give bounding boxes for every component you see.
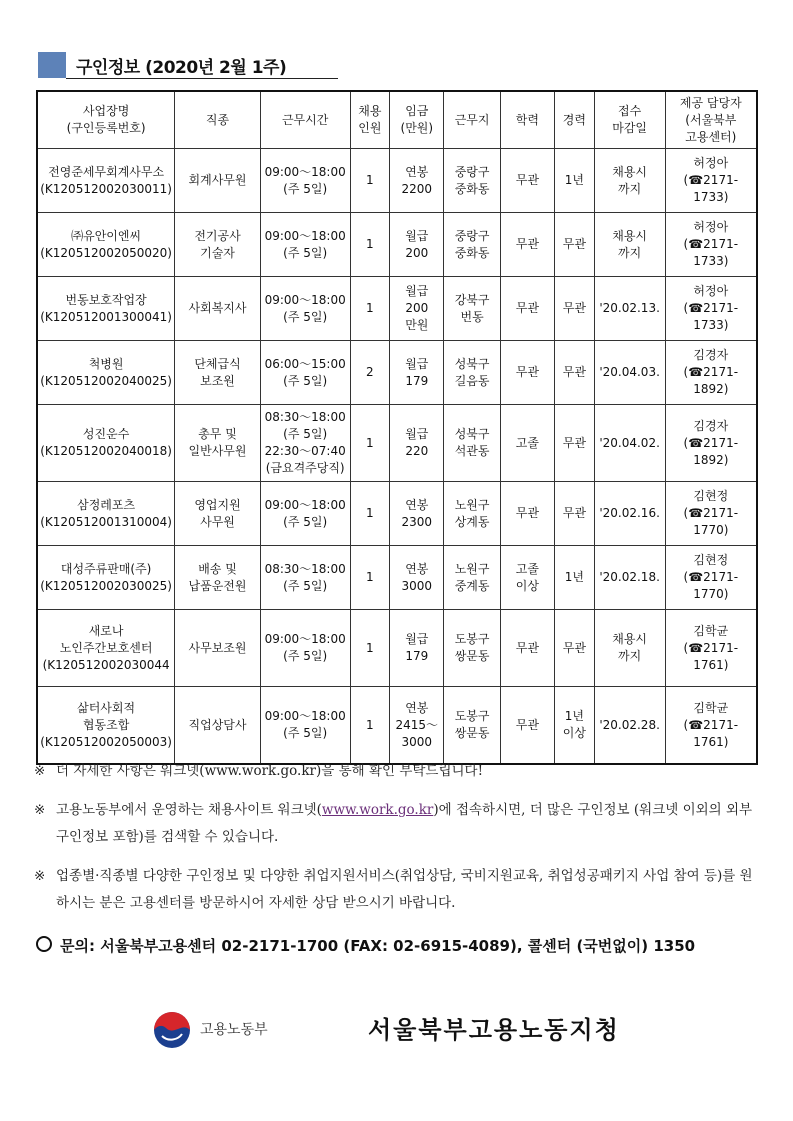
agency-name: 서울북부고용노동지청 — [368, 1016, 620, 1044]
worknet-link[interactable]: www.work.go.kr — [321, 802, 434, 818]
cell-occupation: 전기공사 기술자 — [175, 213, 261, 277]
cell-experience: 1년 — [555, 546, 595, 610]
header-company: 사업장명 (구인등록번호) — [37, 91, 175, 149]
table-row — [37, 149, 757, 213]
cell-openings: 1 — [350, 482, 390, 546]
cell-wage: 월급 200 만원 — [390, 277, 444, 341]
cell-wage: 월급 179 — [390, 341, 444, 405]
title-accent-box — [38, 52, 66, 78]
table-row — [37, 277, 757, 341]
cell-experience: 무관 — [555, 482, 595, 546]
cell-contact: 허정아 (☎2171-1733) — [665, 277, 757, 341]
cell-work-hours: 09:00～18:00 (주 5일) — [260, 149, 350, 213]
header-location: 근무지 — [444, 91, 500, 149]
cell-company: 삶터사회적 협동조합 (K120512002050003) — [37, 687, 175, 765]
title-underline — [66, 78, 338, 79]
cell-location: 성북구 석관동 — [444, 405, 500, 482]
cell-openings: 1 — [350, 405, 390, 482]
header-education: 학력 — [500, 91, 554, 149]
cell-work-hours: 08:30～18:00 (주 5일) — [260, 546, 350, 610]
cell-contact: 김현정 (☎2171-1770) — [665, 482, 757, 546]
cell-work-hours: 09:00～18:00 (주 5일) — [260, 482, 350, 546]
cell-occupation: 배송 및 납품운전원 — [175, 546, 261, 610]
cell-education: 무관 — [500, 610, 554, 687]
cell-work-hours: 09:00～18:00 (주 5일) — [260, 277, 350, 341]
table-row — [37, 546, 757, 610]
cell-occupation: 직업상담사 — [175, 687, 261, 765]
cell-wage: 연봉 2200 — [390, 149, 444, 213]
cell-contact: 김경자 (☎2171-1892) — [665, 405, 757, 482]
cell-occupation: 사회복지사 — [175, 277, 261, 341]
cell-openings: 1 — [350, 546, 390, 610]
cell-occupation: 총무 및 일반사무원 — [175, 405, 261, 482]
cell-deadline: '20.04.03. — [594, 341, 665, 405]
cell-education: 무관 — [500, 687, 554, 765]
ministry-logo-text: 고용노동부 — [200, 1022, 268, 1038]
cell-deadline: '20.04.02. — [594, 405, 665, 482]
note-3-text: 업종별·직종별 다양한 구인정보 및 다양한 취업지원서비스(취업상담, 국비지원교육, 취업성공패키지 사업 참여 등)를 원하시는 분은 고용센터를 방문하시어 자세한 상담 받으시기 바랍니다. — [56, 868, 753, 911]
cell-wage: 월급 220 — [390, 405, 444, 482]
cell-education: 무관 — [500, 341, 554, 405]
cell-company: 척병원 (K120512002040025) — [37, 341, 175, 405]
note-mark: ※ — [34, 763, 46, 779]
cell-location: 성북구 길음동 — [444, 341, 500, 405]
table-row — [37, 341, 757, 405]
cell-company: 삼정레포츠 (K120512001310004) — [37, 482, 175, 546]
note-mark: ※ — [34, 868, 46, 884]
table-row — [37, 405, 757, 482]
cell-openings: 1 — [350, 277, 390, 341]
cell-work-hours: 09:00～18:00 (주 5일) — [260, 213, 350, 277]
cell-openings: 1 — [350, 610, 390, 687]
note-1-text-b: )을 통해 확인 부탁드립니다! — [315, 763, 484, 779]
cell-location: 도봉구 쌍문동 — [444, 610, 500, 687]
contact-text: 문의: 서울북부고용센터 02-2171-1700 (FAX: 02-6915-4089), 콜센터 (국번없이) 1350 — [60, 937, 696, 955]
header-openings: 채용 인원 — [350, 91, 390, 149]
cell-wage: 연봉 2300 — [390, 482, 444, 546]
note-1 — [34, 758, 764, 785]
ministry-logo-icon — [152, 1010, 192, 1050]
cell-company: 대성주류판매(주) (K120512002030025) — [37, 546, 175, 610]
header-work-hours: 근무시간 — [260, 91, 350, 149]
cell-contact: 허정아 (☎2171-1733) — [665, 213, 757, 277]
cell-contact: 허정아 (☎2171-1733) — [665, 149, 757, 213]
cell-deadline: '20.02.28. — [594, 687, 665, 765]
header-contact: 제공 담당자 (서울북부 고용센터) — [665, 91, 757, 149]
table-row — [37, 687, 757, 765]
cell-experience: 1년 이상 — [555, 687, 595, 765]
contact-info — [36, 935, 695, 956]
cell-location: 강북구 번동 — [444, 277, 500, 341]
cell-deadline: 채용시 까지 — [594, 149, 665, 213]
cell-wage: 월급 200 — [390, 213, 444, 277]
cell-education: 무관 — [500, 277, 554, 341]
cell-deadline: 채용시 까지 — [594, 610, 665, 687]
cell-experience: 무관 — [555, 277, 595, 341]
page-title-block — [38, 50, 338, 80]
note-1-text-a: 더 자세한 사항은 워크넷( — [56, 763, 205, 779]
cell-company: 성진운수 (K120512002040018) — [37, 405, 175, 482]
table-row — [37, 213, 757, 277]
cell-experience: 무관 — [555, 341, 595, 405]
cell-location: 도봉구 쌍문동 — [444, 687, 500, 765]
cell-work-hours: 08:30～18:00 (주 5일) 22:30～07:40 (금요격주당직) — [260, 405, 350, 482]
cell-occupation: 회계사무원 — [175, 149, 261, 213]
cell-company: 새로나 노인주간보호센터 (K120512002030044 — [37, 610, 175, 687]
cell-wage: 연봉 3000 — [390, 546, 444, 610]
note-2 — [34, 797, 764, 851]
table-header-row — [37, 91, 757, 149]
cell-location: 노원구 중계동 — [444, 546, 500, 610]
cell-work-hours: 06:00～15:00 (주 5일) — [260, 341, 350, 405]
header-deadline: 접수 마감일 — [594, 91, 665, 149]
cell-company: 전영준세무회계사무소 (K120512002030011) — [37, 149, 175, 213]
cell-experience: 무관 — [555, 610, 595, 687]
cell-occupation: 사무보조원 — [175, 610, 261, 687]
cell-experience: 무관 — [555, 213, 595, 277]
cell-contact: 김경자 (☎2171-1892) — [665, 341, 757, 405]
cell-occupation: 단체급식 보조원 — [175, 341, 261, 405]
note-2-text-b: )에 접속하시면, 더 많은 구인정보 (워크넷 이외의 외부 구인정보 포함)를 검색할 수 있습니다. — [56, 802, 753, 845]
cell-experience: 무관 — [555, 405, 595, 482]
cell-education: 고졸 이상 — [500, 546, 554, 610]
cell-education: 무관 — [500, 213, 554, 277]
note-1-text-link: www.work.go.kr — [204, 763, 316, 779]
cell-openings: 1 — [350, 213, 390, 277]
cell-location: 노원구 상계동 — [444, 482, 500, 546]
notes-section — [34, 758, 764, 917]
cell-education: 고졸 — [500, 405, 554, 482]
note-mark: ※ — [34, 802, 46, 818]
cell-company: 번동보호작업장 (K120512001300041) — [37, 277, 175, 341]
cell-contact: 김현정 (☎2171-1770) — [665, 546, 757, 610]
cell-openings: 2 — [350, 341, 390, 405]
header-wage: 임금 (만원) — [390, 91, 444, 149]
cell-deadline: 채용시 까지 — [594, 213, 665, 277]
cell-openings: 1 — [350, 149, 390, 213]
cell-experience: 1년 — [555, 149, 595, 213]
cell-education: 무관 — [500, 482, 554, 546]
cell-work-hours: 09:00～18:00 (주 5일) — [260, 610, 350, 687]
cell-contact: 김학균 (☎2171-1761) — [665, 687, 757, 765]
cell-deadline: '20.02.13. — [594, 277, 665, 341]
cell-contact: 김학균 (☎2171-1761) — [665, 610, 757, 687]
bullet-circle-icon — [36, 936, 52, 952]
note-3 — [34, 863, 764, 917]
table-row — [37, 610, 757, 687]
cell-work-hours: 09:00～18:00 (주 5일) — [260, 687, 350, 765]
cell-deadline: '20.02.16. — [594, 482, 665, 546]
cell-education: 무관 — [500, 149, 554, 213]
cell-wage: 연봉 2415～ 3000 — [390, 687, 444, 765]
table-row — [37, 482, 757, 546]
cell-wage: 월급 179 — [390, 610, 444, 687]
cell-company: ㈜유안이엔씨 (K120512002050020) — [37, 213, 175, 277]
cell-location: 중랑구 중화동 — [444, 149, 500, 213]
cell-occupation: 영업지원 사무원 — [175, 482, 261, 546]
cell-deadline: '20.02.18. — [594, 546, 665, 610]
header-occupation: 직종 — [175, 91, 261, 149]
cell-location: 중랑구 중화동 — [444, 213, 500, 277]
header-experience: 경력 — [555, 91, 595, 149]
job-listings-table — [36, 90, 758, 765]
cell-openings: 1 — [350, 687, 390, 765]
note-2-text-a: 고용노동부에서 운영하는 채용사이트 워크넷( — [56, 802, 322, 818]
page-title: 구인정보 (2020년 2월 1주) — [76, 58, 287, 78]
